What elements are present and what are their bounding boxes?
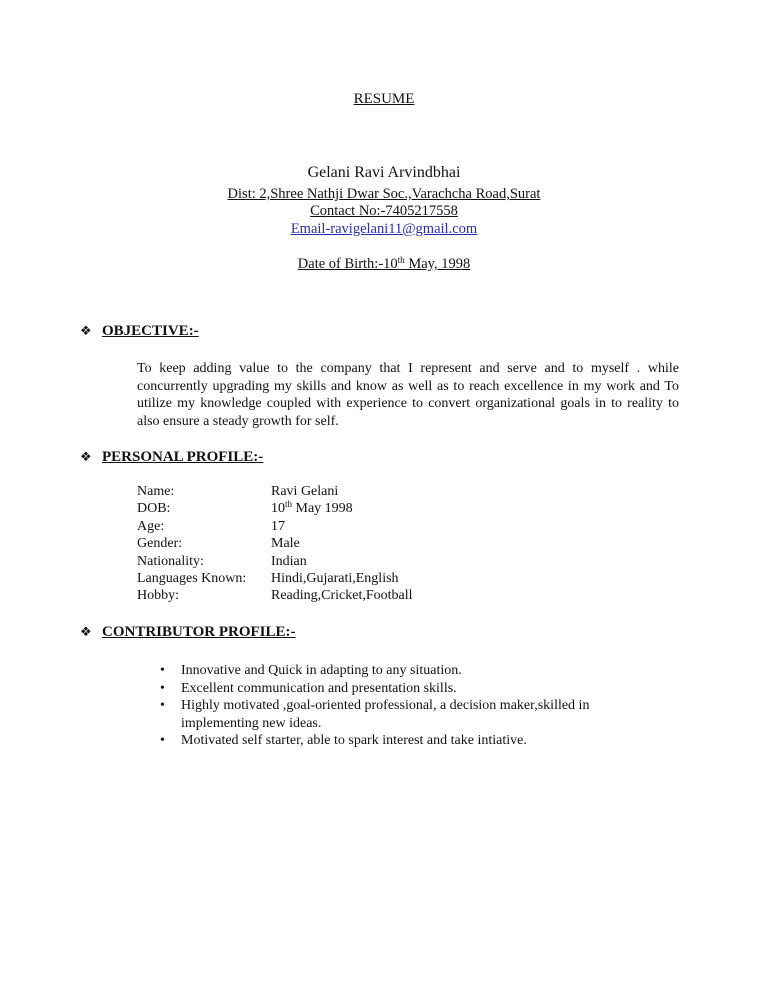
profile-row-name [137,483,413,500]
dob-prefix: Date of Birth:-10 [297,256,398,272]
email-line [0,221,768,238]
dob-value-prefix: 10 [271,501,285,517]
profile-row-languages [137,570,413,587]
list-item-text: Highly motivated ,goal-oriented professional, a decision maker,skilled in implementing new ideas. [181,698,590,731]
contact-line [0,203,768,220]
dob-value-sup: th [285,499,293,510]
list-item [160,697,630,732]
list-item-text: Motivated self starter, able to spark interest and take intiative. [181,733,527,748]
profile-value: Hindi,Gujarati,English [271,570,399,586]
contact-text: Contact No:-7405217558 [310,203,458,219]
dob-suffix: May, 1998 [404,256,471,272]
diamond-bullet-icon: ❖ [80,449,92,464]
dob-value-suffix: May 1998 [292,501,353,517]
dob-text [298,256,470,272]
profile-row-age [137,518,413,535]
profile-value: Indian [271,553,307,569]
personal-profile-table [137,483,413,605]
date-of-birth-line [0,256,768,273]
bullet-dot-icon: • [160,733,165,748]
list-item [160,680,630,698]
objective-heading-text: OBJECTIVE:- [102,323,199,339]
objective-heading [80,323,199,340]
bullet-dot-icon: • [160,698,165,713]
email-link[interactable]: Email-ravigelani11@gmail.com [290,221,478,237]
profile-row-nationality [137,553,413,570]
profile-label: Languages Known: [137,570,247,586]
profile-value: Male [271,536,300,552]
profile-label: Name: [137,484,175,499]
profile-row-dob [137,500,413,517]
contributor-profile-heading-text: CONTRIBUTOR PROFILE:- [102,624,296,640]
list-item-text: Excellent communication and presentation skills. [181,680,457,696]
profile-label: Hobby: [137,588,179,604]
applicant-name: Gelani Ravi Arvindbhai [307,164,461,181]
profile-label: DOB: [137,501,171,517]
address-line [0,186,768,203]
objective-paragraph: To keep adding value to the company that I represent and serve and to myself . while concurrently upgrading my skills and know as well as to reach excellence in my work and To utilize my knowledge coupled with experience to convert organizational goals in to reality to also ensure a steady growth for self. [137,361,679,429]
profile-value [271,501,353,516]
profile-value: Reading,Cricket,Football [271,588,413,604]
profile-label: Nationality: [137,553,204,569]
profile-row-hobby [137,587,413,604]
dob-sup: th [397,255,405,265]
list-item [160,732,630,750]
profile-value: 17 [271,518,285,534]
diamond-bullet-icon: ❖ [80,323,92,338]
address-text: Dist: 2,Shree Nathji Dwar Soc.,Varachcha Road,Surat [227,186,541,202]
bullet-dot-icon: • [160,663,165,678]
profile-label: Gender: [137,536,183,552]
list-item-text: Innovative and Quick in adapting to any situation. [181,663,462,678]
list-item [160,662,630,680]
diamond-bullet-icon: ❖ [80,624,92,639]
contributor-profile-heading [80,624,296,641]
personal-profile-heading [80,449,263,466]
resume-title: RESUME [353,91,415,107]
bullet-dot-icon: • [160,680,165,696]
contributor-bullet-list [160,662,630,750]
profile-value: Ravi Gelani [271,484,339,499]
profile-row-gender [137,535,413,552]
profile-label: Age: [137,518,165,534]
personal-profile-heading-text: PERSONAL PROFILE:- [102,449,264,465]
